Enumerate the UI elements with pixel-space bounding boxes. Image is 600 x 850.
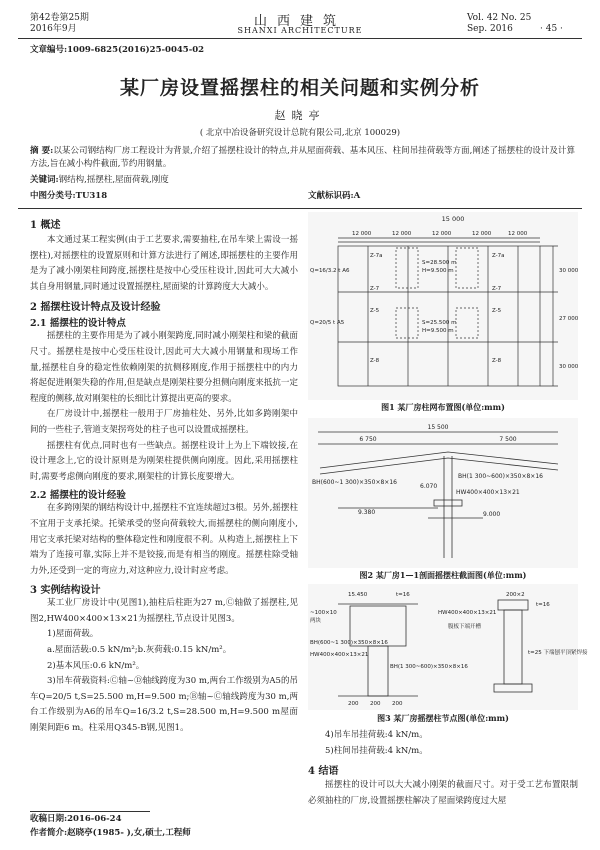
abstract-rule — [18, 208, 582, 209]
fig1-s1: S=28.500 m — [422, 260, 457, 266]
fig3-plate-count: 两块 — [310, 618, 322, 624]
paper-title: 某厂房设置摇摆柱的相关问题和实例分析 — [119, 77, 480, 99]
fig1-bay-5: 12 000 — [508, 231, 528, 237]
fig2-beam-right: BH(1 300~600)×350×8×16 — [458, 473, 543, 480]
fig1-h2: H=9.500 m — [422, 328, 454, 334]
fig1-z7a-1: Z-7a — [370, 253, 383, 259]
left-column — [30, 212, 298, 737]
section-1-heading: 1 概述 — [30, 220, 61, 231]
fig3-beam: BH(600~1 300)×350×8×16 — [310, 640, 388, 646]
fig1-bay-3: 12 000 — [432, 231, 452, 237]
header-date-cn: 2016年9月 — [30, 24, 77, 34]
footnote-rule — [30, 811, 150, 812]
fig1-rdim-2: 27 000 — [559, 316, 579, 322]
fig2-beam-left: BH(600~1 300)×350×8×16 — [312, 479, 397, 486]
article-id: 文章编号:1009-6825(2016)25-0045-02 — [30, 45, 205, 55]
journal-title-cn: 山西建筑 — [253, 14, 346, 29]
fig1-bay-1: 12 000 — [352, 231, 372, 237]
item-4: 4)吊车吊挂荷载:4 kN/m。 — [325, 730, 428, 740]
fig1-rdim-1: 30 000 — [559, 268, 579, 274]
clc-number: 中图分类号:TU318 — [30, 191, 108, 201]
fig3-note-1: 腹板下端开槽 — [448, 624, 482, 630]
section-1-text: 本文通过某工程实例(由于工艺要求,需要抽柱,在吊车梁上需设一摇摆柱),对摇摆柱的设置原则和计算方法进行了阐述,即摇摆柱的主要作用是为了减小刚架柱间跨度,摇摆柱是按中心受压柱设计,因此可大大减小其自身用钢量,同时通过设置摇摆柱,屋面梁的计算跨度大大减小。 — [30, 235, 298, 292]
page-number: · 45 · — [540, 24, 563, 34]
fig1-z8-2: Z-8 — [492, 358, 502, 364]
fig3-t1: t=16 — [396, 592, 410, 598]
document-code: 文献标识码:A — [308, 191, 361, 201]
fig1-z7-1: Z-7 — [370, 286, 380, 292]
fig2-h2: 6.070 — [420, 483, 438, 490]
section-4-heading: 4 结语 — [308, 766, 339, 778]
author-info: 作者简介:赵晓亭(1985- ),女,硕士,工程师 — [30, 828, 191, 838]
section-2-1-heading: 2.1 摇摆柱的设计特点 — [30, 318, 126, 330]
fig1-crane-1: Q=16/3.2 t A6 — [310, 268, 350, 274]
fig3-column: HW400×400×13×21 — [310, 652, 369, 658]
figure-2-caption: 图2 某厂房1—1剖面摇摆柱截面图(单位:mm) — [359, 570, 527, 580]
header-volume-en: Vol. 42 No. 25 — [467, 13, 532, 23]
right-column-text — [308, 728, 578, 809]
item-3: 3)吊车荷载资料:Ⓒ轴~Ⓓ轴线跨度为30 m,两台工作级别为A5的吊车Q=20/5 t,S=25.500 m,H=9.500 m;Ⓑ轴~Ⓒ轴线跨度为30 m,两台工作级别为A6的吊车Q=16/3.2 t,S=28.500 m,H=9.500 m屋面刚架间距6 m。柱采用Q345-B钢,见图1。 — [30, 676, 298, 734]
section-3-heading: 3 实例结构设计 — [30, 585, 101, 597]
fig2-d3: 7 500 — [499, 436, 517, 443]
fig1-bay-4: 12 000 — [472, 231, 492, 237]
section-2-1-p2: 在厂房设计中,摇摆柱一般用于厂房抽柱处、另外,比如多跨刚架中间的一些柱子,管道支架拐弯处的柱子也可以设置成摇摆柱。 — [30, 409, 298, 435]
header-volume-cn: 第42卷第25期 — [30, 13, 89, 23]
fig3-dim-1: 200 — [348, 701, 359, 707]
header-date-en: Sep. 2016 — [467, 24, 513, 34]
item-1a: a.屋面活载:0.5 kN/m²;b.灰荷载:0.15 kN/m²。 — [47, 645, 232, 656]
affiliation: ( 北京中冶设备研究设计总院有限公司,北京 100029) — [199, 128, 401, 138]
fig3-right-t: t=16 — [536, 602, 550, 608]
section-2-heading: 2 摇摆柱设计特点及设计经验 — [30, 302, 161, 314]
fig1-crane-2: Q=20/5 t A5 — [310, 320, 345, 326]
fig1-top-dim: 15 000 — [441, 215, 465, 223]
fig3-dim-2: 200 — [370, 701, 381, 707]
section-2-2-heading: 2.2 摇摆柱的设计经验 — [30, 490, 126, 502]
fig3-right-column: HW400×400×13×21 — [438, 610, 497, 616]
fig1-rdim-3: 30 000 — [559, 364, 579, 370]
journal-title-en: SHANXI ARCHITECTURE — [237, 26, 363, 35]
fig1-z8-1: Z-8 — [370, 358, 380, 364]
figure-1-caption: 图1 某厂房柱网布置图(单位:mm) — [381, 402, 505, 412]
abstract — [30, 145, 575, 171]
item-2: 2)基本风压:0.6 kN/m²。 — [47, 660, 145, 671]
section-2-1-p3: 摇摆柱有优点,同时也有一些缺点。摇摆柱设计上为上下端铰接,在设计理念上,它的设计原则是为刚架柱提供侧向刚度。因此,采用摇摆柱时,需要考虑侧向刚度的要求,刚架柱的计算长度要增大。 — [30, 440, 298, 482]
fig3-note-2: t=25 下端刨平顶紧焊接 — [528, 650, 588, 656]
fig2-column: HW400×400×13×21 — [456, 489, 520, 496]
keywords — [30, 174, 169, 187]
fig1-z7-2: Z-7 — [492, 286, 502, 292]
fig1-z5-1: Z-5 — [370, 308, 380, 314]
abstract-label: 摘 要: — [30, 146, 54, 156]
fig1-s2: S=25.500 m — [422, 320, 457, 326]
item-1: 1)屋面荷载。 — [47, 629, 99, 640]
fig3-right-top: 200×2 — [506, 592, 525, 598]
fig2-h1: 9.380 — [358, 509, 376, 516]
figure-2-section — [308, 418, 578, 568]
fig3-beam-2: BH(1 300~600)×350×8×16 — [390, 664, 468, 670]
section-4-text: 摇摆柱的设计可以大大减小刚架的截面尺寸。对于受工艺布置限制必须抽柱的厂房,设置摇摆柱解决了屋面梁跨度过大屋 — [308, 780, 578, 806]
section-2-2-p1: 在多跨刚架的钢结构设计中,摇摆柱不宜连续超过3根。另外,摇摆柱不宜用于支承托梁。托梁承受的竖向荷载较大,而摇摆柱的侧向刚度小,用它支承托梁对结构的整体稳定性和刚度很不利。从构造上,摇摆柱上下端为了连接可靠,实际上并不是铰接,而是有相当的刚度。摇摆柱除受轴力外,还受到一定的弯应力,对这种应力,设计时应考虑。 — [30, 503, 298, 576]
fig1-z5-2: Z-5 — [492, 308, 502, 314]
fig1-z7a-2: Z-7a — [492, 253, 505, 259]
fig3-dim-3: 200 — [392, 701, 403, 707]
author: 赵晓亭 — [274, 109, 326, 122]
fig3-plate: ~100×10 — [310, 610, 337, 616]
received-date: 收稿日期:2016-06-24 — [30, 814, 122, 824]
figure-1-grid-plan — [308, 212, 578, 400]
fig1-h1: H=9.500 m — [422, 268, 454, 274]
header-rule — [18, 38, 582, 39]
section-3-p1: 某工业厂房设计中(见图1),抽柱后柱距为27 m,Ⓒ轴做了摇摆柱,见图2,HW400×400×13×21为摇摆柱,节点设计见图3。 — [30, 598, 298, 624]
section-2-1-p1: 摇摆柱的主要作用是为了减小刚架跨度,同时减小刚架柱和梁的截面尺寸。摇摆柱是按中心受压柱设计,因此可大大减小用钢量和现场工作量,摇摆柱自身的稳定性依赖刚架的抗侧移刚度,作用于摇摆柱中的内力将起促进刚架失稳的作用,但是缺点是刚架柱要分担侧向刚度来抵抗一定程度的侧移,故对刚架柱的长细比计算提出更高的要求。 — [30, 331, 298, 404]
fig2-h3: 9.000 — [483, 511, 501, 518]
figure-3-joint-detail — [308, 584, 588, 710]
item-5: 5)柱间吊挂荷载:4 kN/m。 — [325, 745, 428, 756]
abstract-text: 以某公司钢结构厂房工程设计为背景,介绍了摇摆柱设计的特点,并从屋面荷载、基本风压、柱间吊挂荷载等方面,阐述了摇摆柱的设计及计算方法,旨在减小构件截面,节约用钢量。 — [30, 146, 575, 169]
keywords-label: 关键词: — [30, 175, 59, 185]
figure-3-caption: 图3 某厂房摇摆柱节点图(单位:mm) — [377, 713, 509, 723]
fig3-elevation: 15.450 — [348, 592, 368, 598]
fig2-d1: 15 500 — [427, 424, 449, 431]
fig2-d2: 6 750 — [359, 436, 377, 443]
keywords-text: 钢结构,摇摆柱,屋面荷载,刚度 — [58, 175, 169, 185]
fig1-bay-2: 12 000 — [392, 231, 412, 237]
